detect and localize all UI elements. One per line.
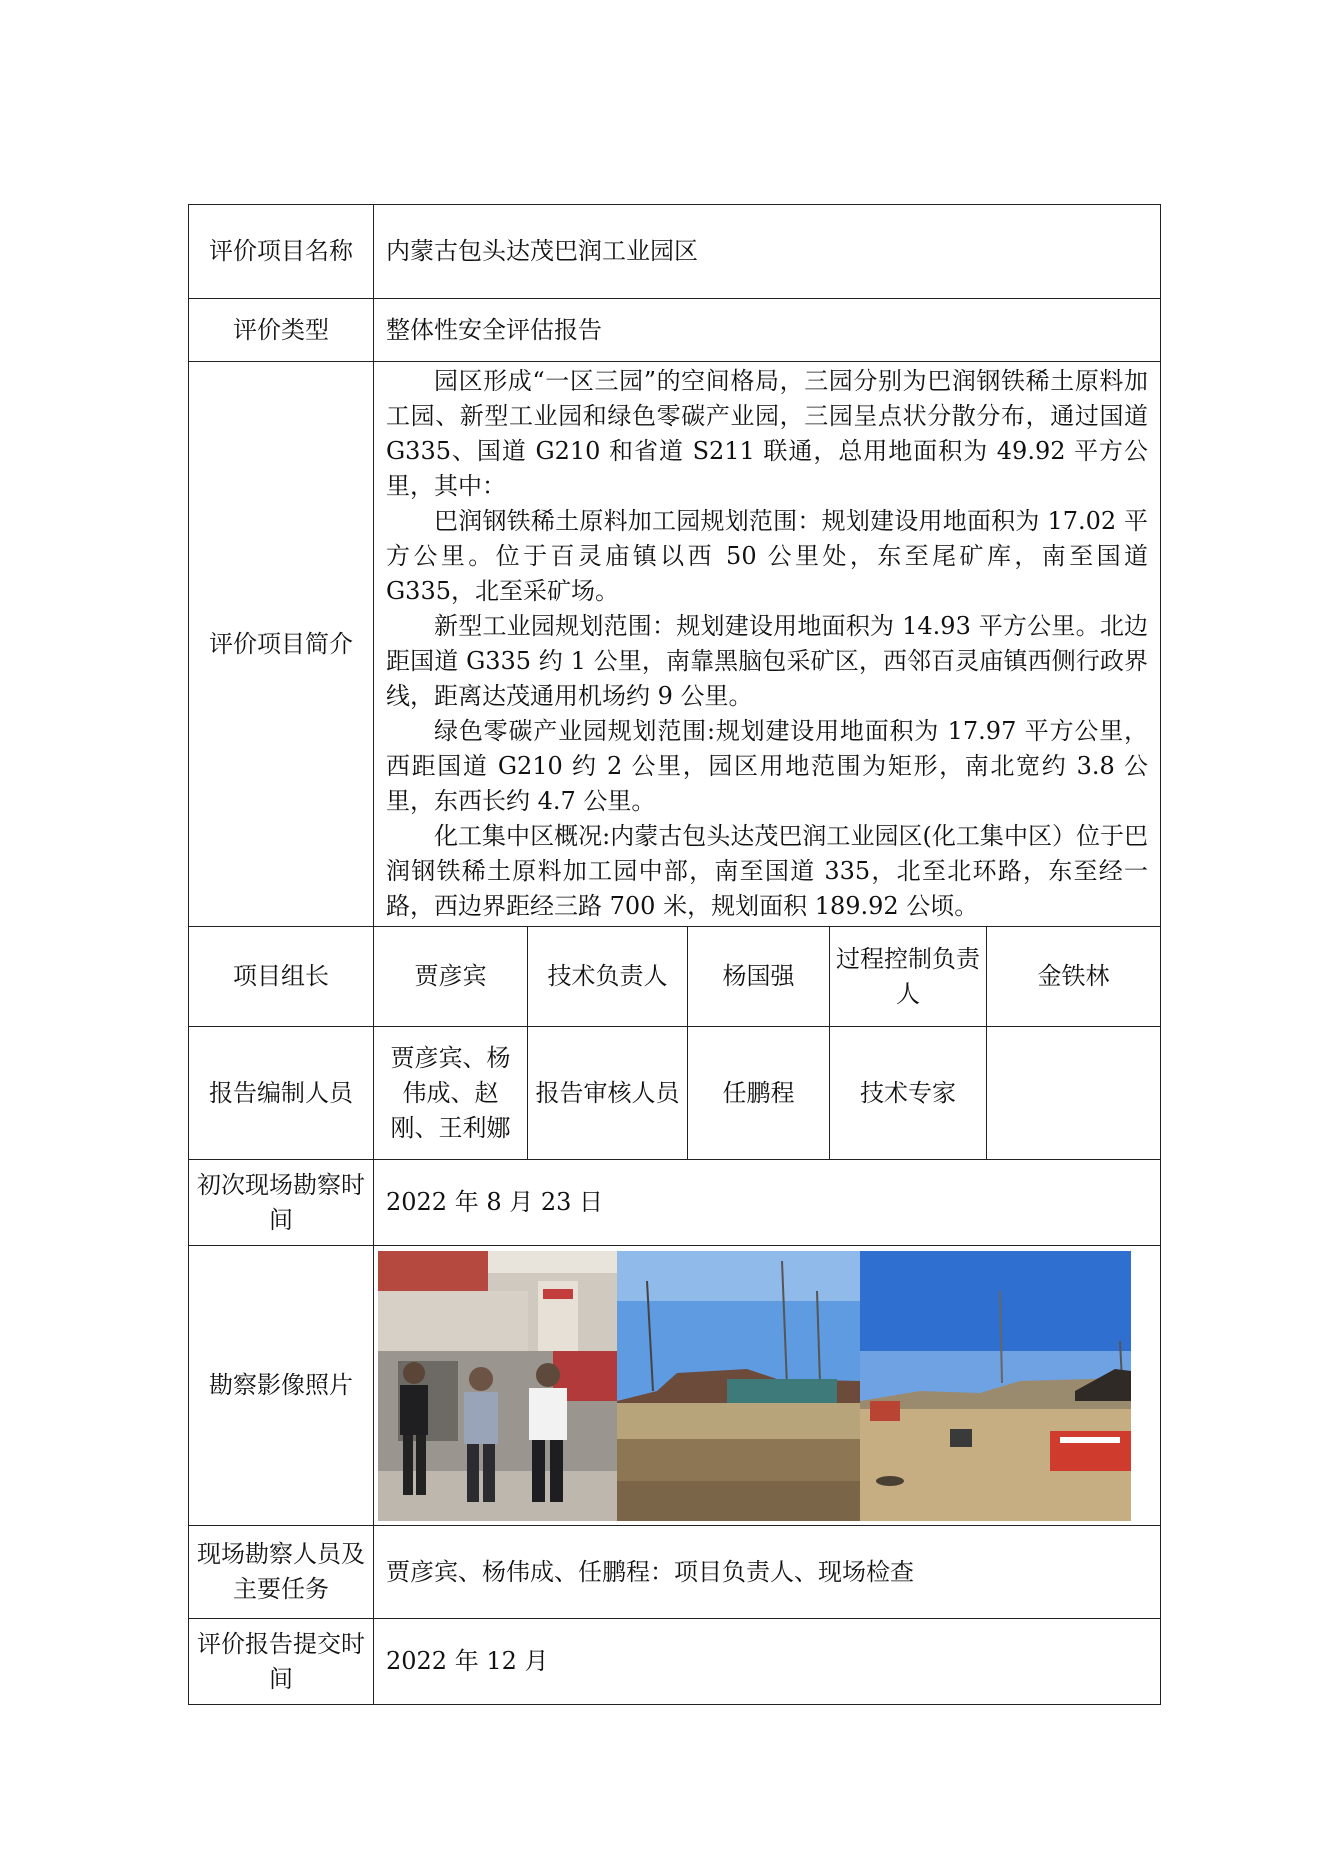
eval-type-label: 评价类型 bbox=[189, 299, 374, 362]
surveyors-label: 现场勘察人员及主要任务 bbox=[189, 1526, 374, 1619]
intro-text bbox=[374, 362, 1161, 927]
leader-value: 贾彦宾 bbox=[374, 927, 528, 1027]
survey-date-value: 2022 年 8 月 23 日 bbox=[374, 1160, 1161, 1246]
intro-paragraph: 巴润钢铁稀土原料加工园规划范围：规划建设用地面积为 17.02 平方公里。位于百灵庙镇以西 50 公里处，东至尾矿库，南至国道 G335，北至采矿场。 bbox=[386, 507, 1149, 605]
evaluation-form-table bbox=[188, 204, 1161, 1705]
photos-cell bbox=[374, 1246, 1161, 1526]
row-submit-date bbox=[189, 1619, 1161, 1705]
row-intro bbox=[189, 362, 1161, 927]
intro-label: 评价项目简介 bbox=[189, 362, 374, 927]
tech-lead-label: 技术负责人 bbox=[528, 927, 688, 1027]
intro-paragraph: 园区形成“一区三园”的空间格局，三园分别为巴润钢铁稀土原料加工园、新型工业园和绿色零碳产业园，三园呈点状分散分布，通过国道 G335、国道 G210 和省道 S211 联通，总用地面积为 49.92 平方公里，其中： bbox=[386, 367, 1149, 500]
eval-type-value: 整体性安全评估报告 bbox=[374, 299, 1161, 362]
expert-label: 技术专家 bbox=[830, 1027, 987, 1160]
row-survey-date bbox=[189, 1160, 1161, 1246]
photo-construction-site bbox=[617, 1251, 860, 1521]
row-surveyors bbox=[189, 1526, 1161, 1619]
photo-survey-team bbox=[378, 1251, 617, 1521]
expert-value bbox=[987, 1027, 1161, 1160]
row-project-name bbox=[189, 205, 1161, 299]
row-team bbox=[189, 927, 1161, 1027]
reviewer-label: 报告审核人员 bbox=[528, 1027, 688, 1160]
photo-strip bbox=[374, 1249, 1160, 1523]
row-authors bbox=[189, 1027, 1161, 1160]
authors-label: 报告编制人员 bbox=[189, 1027, 374, 1160]
survey-date-label: 初次现场勘察时间 bbox=[189, 1160, 374, 1246]
project-name-label: 评价项目名称 bbox=[189, 205, 374, 299]
surveyors-value: 贾彦宾、杨伟成、任鹏程：项目负责人、现场检查 bbox=[374, 1526, 1161, 1619]
row-eval-type bbox=[189, 299, 1161, 362]
process-control-label: 过程控制负责人 bbox=[830, 927, 987, 1027]
process-control-value: 金铁林 bbox=[987, 927, 1161, 1027]
intro-paragraph: 绿色零碳产业园规划范围:规划建设用地面积为 17.97 平方公里，西距国道 G210 约 2 公里，园区用地范围为矩形，南北宽约 3.8 公里，东西长约 4.7 公里。 bbox=[386, 717, 1149, 815]
photo-road-works bbox=[860, 1251, 1131, 1521]
photos-label: 勘察影像照片 bbox=[189, 1246, 374, 1526]
submit-date-label: 评价报告提交时间 bbox=[189, 1619, 374, 1705]
authors-value: 贾彦宾、杨伟成、赵刚、王利娜 bbox=[374, 1027, 528, 1160]
intro-paragraph: 化工集中区概况:内蒙古包头达茂巴润工业园区(化工集中区）位于巴润钢铁稀土原料加工园中部，南至国道 335，北至北环路，东至经一路，西边界距经三路 700 米，规划面积 189.92 公顷。 bbox=[386, 822, 1149, 920]
row-photos bbox=[189, 1246, 1161, 1526]
tech-lead-value: 杨国强 bbox=[688, 927, 830, 1027]
leader-label: 项目组长 bbox=[189, 927, 374, 1027]
submit-date-value: 2022 年 12 月 bbox=[374, 1619, 1161, 1705]
project-name-value: 内蒙古包头达茂巴润工业园区 bbox=[374, 205, 1161, 299]
reviewer-value: 任鹏程 bbox=[688, 1027, 830, 1160]
intro-paragraph: 新型工业园规划范围：规划建设用地面积为 14.93 平方公里。北边距国道 G335 约 1 公里，南靠黑脑包采矿区，西邻百灵庙镇西侧行政界线，距离达茂通用机场约 9 公里。 bbox=[386, 612, 1149, 710]
